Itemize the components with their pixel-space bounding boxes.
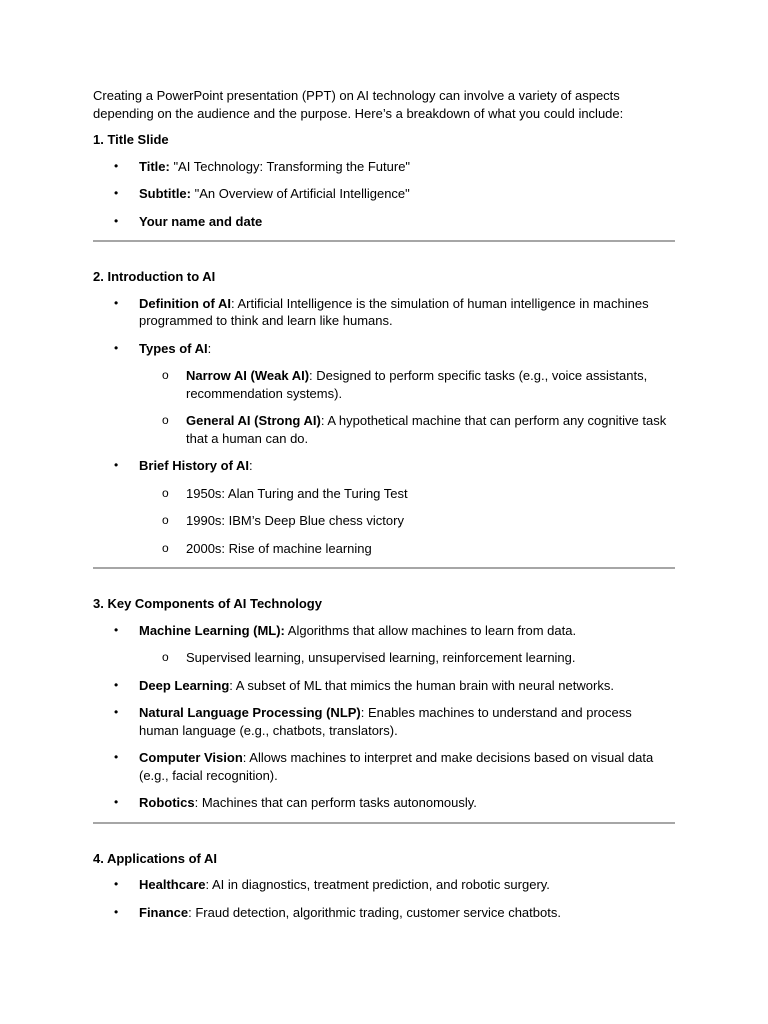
section-list-introduction bbox=[93, 295, 675, 558]
section-divider bbox=[93, 240, 675, 242]
circle-bullet-icon: o bbox=[162, 540, 169, 555]
bullet-icon: • bbox=[114, 340, 119, 355]
section-title-key-components: 3. Key Components of AI Technology bbox=[93, 596, 322, 611]
circle-bullet-icon: o bbox=[162, 413, 169, 427]
list-item: • Deep Learning: A subset of ML that mimics the human brain with neural networks. bbox=[114, 677, 614, 693]
bullet-icon: • bbox=[114, 295, 119, 310]
bullet-icon: • bbox=[114, 458, 119, 472]
sub-list-item: o Supervised learning, unsupervised learning, reinforcement learning. bbox=[162, 650, 576, 665]
sub-list bbox=[139, 485, 675, 558]
section-title-introduction: 2. Introduction to AI bbox=[93, 269, 216, 284]
bullet-icon: • bbox=[114, 677, 119, 692]
list-item: • Title: "AI Technology: Transforming the Future" bbox=[114, 158, 411, 174]
section-title-title-slide: 1. Title Slide bbox=[93, 132, 169, 147]
list-item: • Healthcare: AI in diagnostics, treatment prediction, and robotic surgery. bbox=[114, 877, 550, 892]
sub-list bbox=[139, 367, 675, 447]
section-list-applications bbox=[93, 876, 675, 921]
circle-bullet-icon: o bbox=[162, 485, 169, 500]
section-list-title-slide bbox=[93, 158, 675, 231]
bullet-icon: • bbox=[114, 158, 119, 173]
bullet-icon: • bbox=[114, 186, 119, 200]
list-item: • Subtitle: "An Overview of Artificial Intelligence" bbox=[114, 186, 410, 201]
list-item: • Types of AI: o Narrow AI (Weak AI): Designed to perform specific tasks (e.g., voice assistants, recommendation systems). o General AI (Strong AI): A hypothetical machine that can perform any cognitive task that a human can do. bbox=[93, 340, 675, 448]
circle-bullet-icon: o bbox=[162, 650, 169, 664]
sub-list-item: o 2000s: Rise of machine learning bbox=[162, 540, 372, 556]
document-page bbox=[93, 87, 675, 931]
sub-list-item: o General AI (Strong AI): A hypothetical machine that can perform any cognitive task that a human can do. bbox=[162, 413, 667, 446]
bullet-icon: • bbox=[114, 904, 119, 919]
list-item: • Brief History of AI: o 1950s: Alan Turing and the Turing Test o 1990s: IBM’s Deep Blue chess victory o 2000s: Rise of machine learning bbox=[93, 457, 675, 557]
list-item: • Computer Vision: Allows machines to interpret and make decisions based on visual data (e.g., facial recognition). bbox=[114, 750, 654, 783]
intro-paragraph: Creating a PowerPoint presentation (PPT) on AI technology can involve a variety of aspects depending on the audience and the purpose. Here’s a breakdown of what you could include: bbox=[93, 88, 624, 121]
list-item: • Finance: Fraud detection, algorithmic trading, customer service chatbots. bbox=[114, 904, 561, 920]
bullet-icon: • bbox=[114, 622, 119, 637]
sub-list-item: o 1950s: Alan Turing and the Turing Test bbox=[162, 485, 408, 501]
sub-list bbox=[139, 649, 675, 667]
sub-list-item: o 1990s: IBM’s Deep Blue chess victory bbox=[162, 513, 404, 528]
bullet-icon: • bbox=[114, 705, 119, 719]
list-item: • Your name and date bbox=[114, 213, 263, 229]
bullet-icon: • bbox=[114, 750, 119, 764]
section-title-applications: 4. Applications of AI bbox=[93, 850, 217, 866]
section-divider bbox=[93, 822, 675, 824]
section-divider bbox=[93, 567, 675, 569]
section-list-key-components bbox=[93, 622, 675, 812]
list-item: • Robotics: Machines that can perform tasks autonomously. bbox=[114, 795, 477, 810]
circle-bullet-icon: o bbox=[162, 513, 169, 527]
list-item: • Natural Language Processing (NLP): Enables machines to understand and process human language (e.g., chatbots, translators). bbox=[114, 705, 632, 738]
list-item: • Definition of AI: Artificial Intelligence is the simulation of human intelligence in machines programmed to think and learn like humans. bbox=[114, 295, 649, 328]
bullet-icon: • bbox=[114, 877, 119, 891]
list-item: • Machine Learning (ML): Algorithms that allow machines to learn from data. o Supervised learning, unsupervised learning, reinforcement learning. bbox=[93, 622, 675, 667]
circle-bullet-icon: o bbox=[162, 368, 169, 382]
bullet-icon: • bbox=[114, 795, 119, 809]
sub-list-item: o Narrow AI (Weak AI): Designed to perform specific tasks (e.g., voice assistants, recommendation systems). bbox=[162, 368, 648, 401]
bullet-icon: • bbox=[114, 213, 119, 228]
